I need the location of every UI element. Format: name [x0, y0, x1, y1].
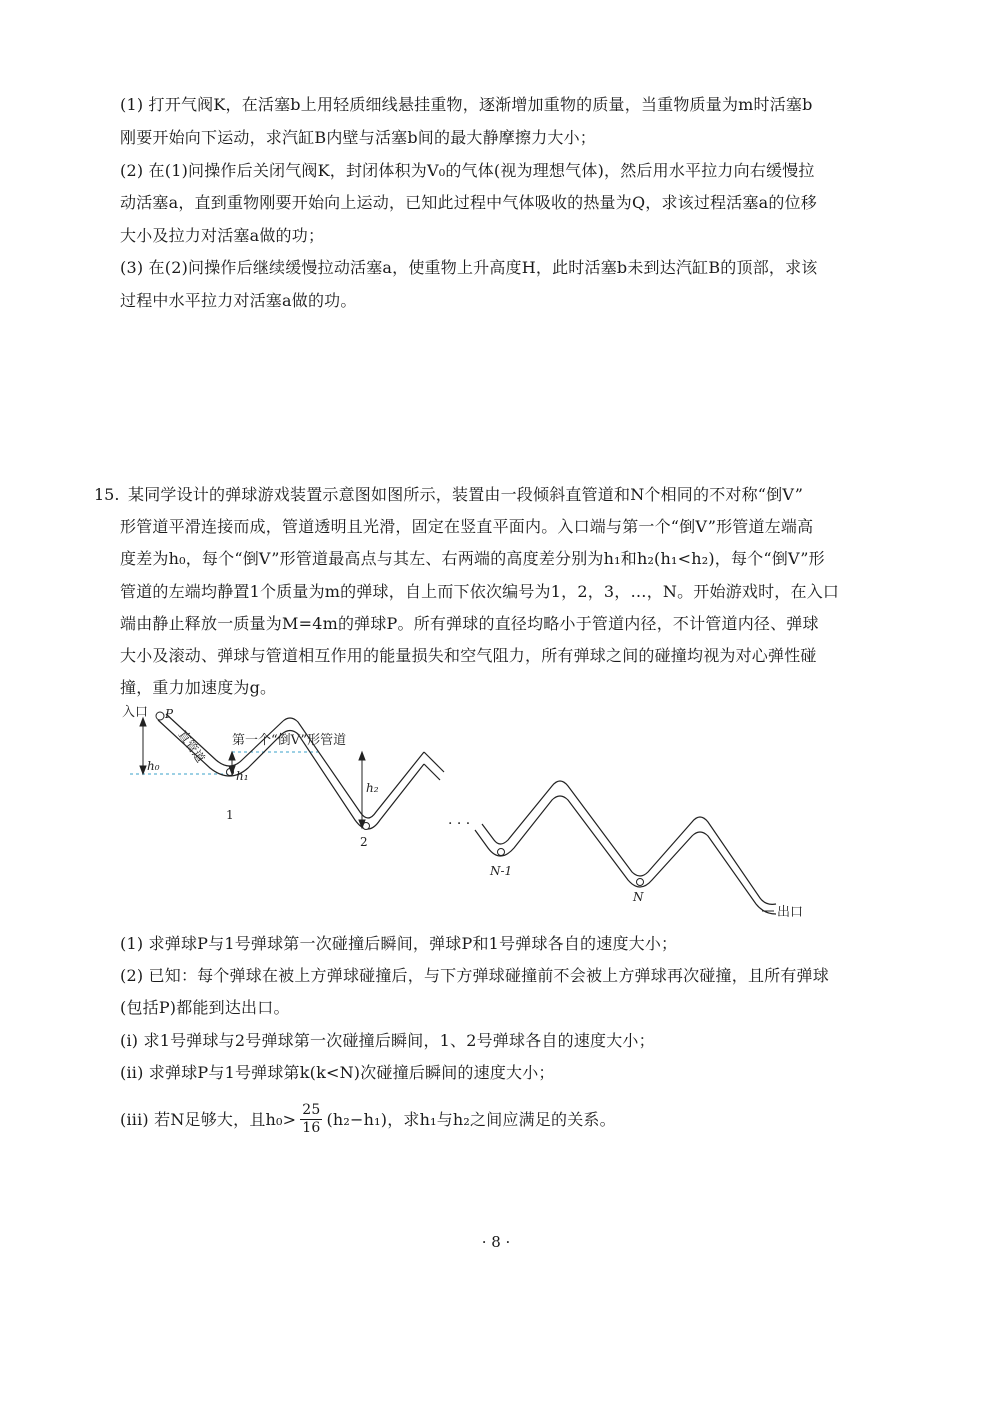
fraction-numerator: 25 [302, 1102, 321, 1118]
q15-stem-line6: 大小及滚动、弹球与管道相互作用的能量损失和空气阻力，所有弹球之间的碰撞均视为对心弹性碰 [120, 646, 817, 665]
q14-part2-line2: 动活塞a，直到重物刚要开始向上运动，已知此过程中气体吸收的热量为Q，求该过程活塞a的位移 [120, 193, 817, 212]
q15-stem-line2: 形管道平滑连接而成，管道透明且光滑，固定在竖直平面内。入口端与第一个“倒V”形管道左端高 [120, 517, 814, 536]
ball-n-label: N [633, 890, 644, 904]
q15-sub1: (1) 求弹球P与1号弹球第一次碰撞后瞬间，弹球P和1号弹球各自的速度大小； [120, 934, 678, 953]
q14-part3-line2: 过程中水平拉力对活塞a做的功。 [120, 291, 357, 310]
q15-sub2-line2: (包括P)都能到达出口。 [120, 998, 290, 1017]
q15-number: 15. [94, 485, 120, 504]
pinball-pipe-diagram [0, 690, 992, 930]
ball-p [156, 712, 164, 720]
q14-part1-line2: 刚要开始向下运动，求汽缸B内壁与活塞b间的最大静摩擦力大小； [120, 128, 597, 147]
q14-part1-line1: (1) 打开气阀K，在活塞b上用轻质细线悬挂重物，逐渐增加重物的质量，当重物质量为m时活塞b [120, 95, 813, 114]
q15-stem-line1: 某同学设计的弹球游戏装置示意图如图所示，装置由一段倾斜直管道和N个相同的不对称“倒V” [128, 485, 804, 504]
straight-pipe-label: 直管道 [175, 727, 208, 766]
ball-n [637, 879, 644, 886]
ball-n-minus-1 [498, 849, 505, 856]
q15-sub2-i: (i) 求1号弹球与2号弹球第一次碰撞后瞬间，1、2号弹球各自的速度大小； [120, 1031, 655, 1050]
ball-1-label: 1 [226, 808, 234, 822]
q15-stem-line7: 撞，重力加速度为g。 [120, 678, 277, 697]
q15-sub2-line1: (2) 已知：每个弹球在被上方弹球碰撞后，与下方弹球碰撞前不会被上方弹球再次碰撞，且所有弹球 [120, 966, 829, 985]
q14-part2-line3: 大小及拉力对活塞a做的功； [120, 226, 325, 245]
q14-part3-line1: (3) 在(2)问操作后继续缓慢拉动活塞a，使重物上升高度H，此时活塞b未到达汽缸B的顶部，求该 [120, 258, 818, 277]
h2-label: h₂ [366, 781, 379, 795]
q15-sub2-iii [120, 1102, 616, 1137]
ball-p-label: P [165, 707, 174, 721]
q15-sub2-iii-prefix: (iii) 若N足够大，且h₀> [120, 1109, 297, 1129]
q15-sub2-iii-suffix: (h₂−h₁)，求h₁与h₂之间应满足的关系。 [326, 1109, 616, 1129]
pipe-continuation-dots: · · · [448, 816, 471, 832]
q15-sub2-ii: (ii) 求弹球P与1号弹球第k(k<N)次碰撞后瞬间的速度大小； [120, 1063, 555, 1082]
q15-stem-line4: 管道的左端均静置1个质量为m的弹球，自上而下依次编号为1，2，3，…，N。开始游戏时，在入口 [120, 582, 840, 601]
h1-label: h₁ [236, 769, 249, 783]
entrance-label: 入口 [122, 705, 149, 720]
exit-label: 出口 [777, 905, 804, 920]
h0-label: h₀ [147, 759, 160, 773]
fraction-25-16 [300, 1102, 322, 1137]
q15-stem-line3: 度差为h₀，每个“倒V”形管道最高点与其左、右两端的高度差分别为h₁和h₂(h₁<h₂)，每个“倒V”形 [120, 549, 825, 568]
first-v-label: 第一个“倒V”形管道 [232, 733, 347, 748]
ball-2-label: 2 [360, 835, 368, 849]
fraction-denominator: 16 [302, 1120, 321, 1136]
q15-stem-line5: 端由静止释放一质量为M=4m的弹球P。所有弹球的直径均略小于管道内径，不计管道内径、弹球 [120, 614, 819, 633]
page-number: · 8 · [481, 1233, 511, 1251]
q14-part2-line1: (2) 在(1)问操作后关闭气阀K，封闭体积为V₀的气体(视为理想气体)，然后用水平拉力向右缓慢拉 [120, 161, 815, 180]
ball-n-minus-1-label: N-1 [490, 864, 513, 878]
